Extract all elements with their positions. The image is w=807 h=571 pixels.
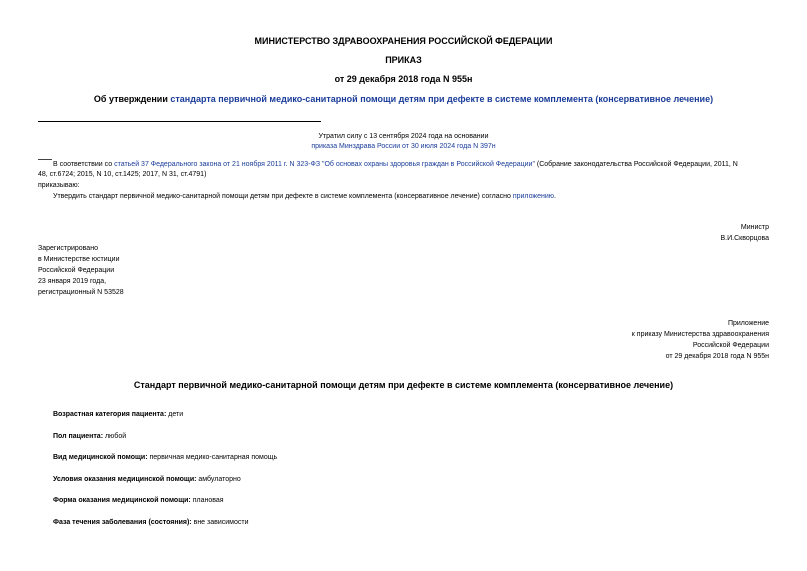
intro-prefix: В соответствии со xyxy=(53,161,115,168)
field-label: Возрастная категория пациента: xyxy=(53,411,167,418)
intro-paragraph xyxy=(53,160,738,170)
doc-date-number: от 29 декабря 2018 года N 955н xyxy=(334,74,473,84)
short-divider xyxy=(38,159,52,160)
field-label: Пол пациента: xyxy=(53,433,104,440)
field-value: дети xyxy=(166,411,184,418)
registration-line: 23 января 2019 года, xyxy=(38,278,107,285)
order-word: приказываю: xyxy=(38,182,80,189)
field-value: амбулаторно xyxy=(196,476,241,483)
doc-title-prefix: Об утверждении xyxy=(93,94,171,104)
law-article-link[interactable]: статьей 37 Федерального закона от 21 ноября 2011 г. N 323-ФЗ "Об основах охраны здоровья граждан в Российской Федерации" xyxy=(114,161,535,168)
field-value: плановая xyxy=(190,497,224,504)
doc-title xyxy=(0,94,807,104)
signature-name: В.И.Скворцова xyxy=(720,235,769,242)
registration-line: регистрационный N 53528 xyxy=(38,289,124,296)
approve-paragraph xyxy=(53,192,556,202)
approve-suffix: . xyxy=(554,193,556,200)
field-age-category xyxy=(53,410,183,420)
field-label: Фаза течения заболевания (состояния): xyxy=(53,519,192,526)
repeal-notice-line: Утратил силу с 13 сентября 2024 года на основании xyxy=(318,133,489,140)
signature-position: Министр xyxy=(740,224,769,231)
intro-suffix: (Собрание законодательства Российской Федерации, 2011, N xyxy=(534,161,738,168)
appendix-line: от 29 декабря 2018 года N 955н xyxy=(665,353,769,360)
field-label: Вид медицинской помощи: xyxy=(53,454,148,461)
appendix-line: к приказу Министерства здравоохранения xyxy=(631,331,769,338)
field-disease-phase xyxy=(53,518,249,528)
field-care-form xyxy=(53,496,224,506)
ministry-heading: МИНИСТЕРСТВО ЗДРАВООХРАНЕНИЯ РОССИЙСКОЙ ФЕДЕРАЦИИ xyxy=(254,36,553,46)
field-label: Условия оказания медицинской помощи: xyxy=(53,476,197,483)
header-divider xyxy=(38,121,321,122)
registration-line: в Министерстве юстиции xyxy=(38,256,120,263)
doc-title-link[interactable]: стандарта первичной медико-санитарной помощи детям при дефекте в системе комплемента (консервативное лечение) xyxy=(170,94,714,104)
appendix-line: Приложение xyxy=(727,320,769,327)
field-care-conditions xyxy=(53,475,241,485)
field-patient-sex xyxy=(53,432,126,442)
standard-title: Стандарт первичной медико-санитарной помощи детям при дефекте в системе комплемента (консервативное лечение) xyxy=(133,380,674,390)
appendix-link[interactable]: приложению xyxy=(512,193,555,200)
field-care-type xyxy=(53,453,277,463)
field-value: первичная медико-санитарная помощь xyxy=(147,454,278,461)
appendix-line: Российской Федерации xyxy=(692,342,769,349)
field-value: вне зависимости xyxy=(191,519,249,526)
registration-line: Зарегистрировано xyxy=(38,245,98,252)
repeal-order-link[interactable]: приказа Минздрава России от 30 июля 2024 года N 397н xyxy=(311,143,496,150)
registration-line: Российской Федерации xyxy=(38,267,115,274)
approve-prefix: Утвердить стандарт первичной медико-санитарной помощи детям при дефекте в системе комплемента (консервативное лечение) согласно xyxy=(53,193,513,200)
field-value: любой xyxy=(103,433,127,440)
doc-type-heading: ПРИКАЗ xyxy=(385,55,422,65)
field-label: Форма оказания медицинской помощи: xyxy=(53,497,191,504)
intro-line-2: 48, ст.6724; 2015, N 10, ст.1425; 2017, N 31, ст.4791) xyxy=(38,171,207,178)
